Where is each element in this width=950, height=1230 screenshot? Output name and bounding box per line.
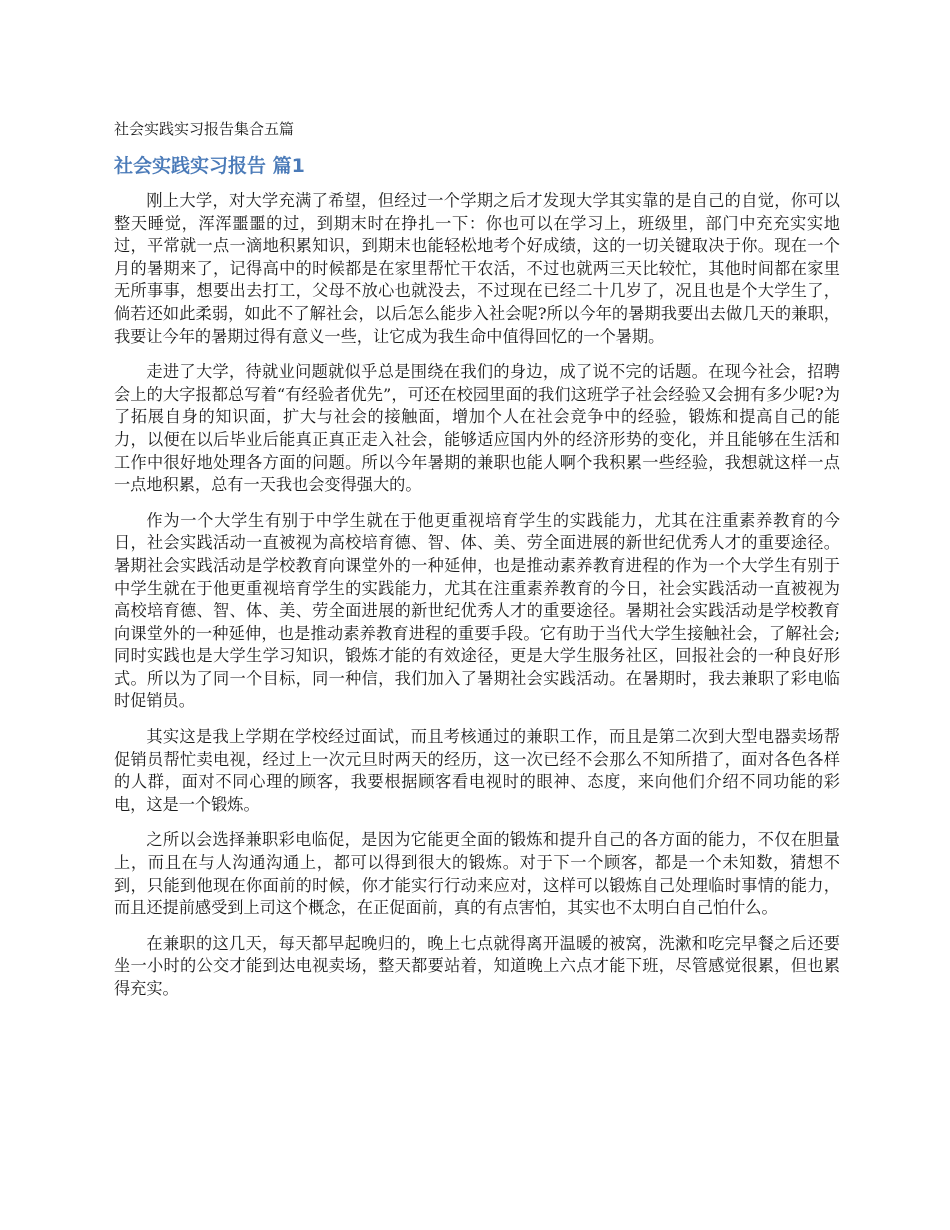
paragraph-3: 作为一个大学生有别于中学生就在于他更重视培育学生的实践能力，尤其在注重素养教育的今日，社会实践活动一直被视为高校培育德、智、体、美、劳全面进展的新世纪优秀人才的重要途径。暑期社会实践活动是学校教育向课堂外的一种延伸，也是推动素养教育进程的作为一个大学生有别于中学生就在于他更重视培育学生的实践能力，尤其在注重素养教育的今日，社会实践活动一直被视为高校培育德、智、体、美、劳全面进展的新世纪优秀人才的重要途径。暑期社会实践活动是学校教育向课堂外的一种延伸，也是推动素养教育进程的重要手段。它有助于当代大学生接触社会，了解社会;同时实践也是大学生学习知识，锻炼才能的有效途径，更是大学生服务社区，回报社会的一种良好形式。所以为了同一个目标，同一种信，我们加入了暑期社会实践活动。在暑期时，我去兼职了彩电临时促销员。 xyxy=(114,510,840,711)
section-heading: 社会实践实习报告 篇1 xyxy=(114,155,305,177)
document-page xyxy=(114,118,840,1014)
document-title: 社会实践实习报告集合五篇 xyxy=(114,120,295,138)
paragraph-6: 在兼职的这几天，每天都早起晚归的，晚上七点就得离开温暖的被窝，洗漱和吃完早餐之后还要坐一小时的公交才能到达电视卖场，整天都要站着，知道晚上六点才能下班，尽管感觉很累，但也累得充实。 xyxy=(114,933,840,998)
paragraph-4: 其实这是我上学期在学校经过面试，而且考核通过的兼职工作，而且是第二次到大型电器卖场帮促销员帮忙卖电视，经过上一次元旦时两天的经历，这一次已经不会那么不知所措了，面对各色各样的人群，面对不同心理的顾客，我要根据顾客看电视时的眼神、态度，来向他们介绍不同功能的彩电，这是一个锻炼。 xyxy=(114,727,840,814)
paragraph-2: 走进了大学，待就业问题就似乎总是围绕在我们的身边，成了说不完的话题。在现今社会，招聘会上的大字报都总写着“有经验者优先”，可还在校园里面的我们这班学子社会经验又会拥有多少呢?为了拓展自身的知识面，扩大与社会的接触面，增加个人在社会竞争中的经验，锻炼和提高自己的能力，以便在以后毕业后能真正真正走入社会，能够适应国内外的经济形势的变化，并且能够在生活和工作中很好地处理各方面的问题。所以今年暑期的兼职也能人啊个我积累一些经验，我想就这样一点一点地积累，总有一天我也会变得强大的。 xyxy=(114,362,840,495)
paragraph-5: 之所以会选择兼职彩电临促，是因为它能更全面的锻炼和提升自己的各方面的能力，不仅在胆量上，而且在与人沟通沟通上，都可以得到很大的锻炼。对于下一个顾客，都是一个未知数，猜想不到，只能到他现在你面前的时候，你才能实行行动来应对，这样可以锻炼自己处理临时事情的能力，而且还提前感受到上司这个概念，在正促面前，真的有点害怕，其实也不太明白自己怕什么。 xyxy=(114,830,840,918)
paragraph-1: 刚上大学，对大学充满了希望，但经过一个学期之后才发现大学其实靠的是自己的自觉，你可以整天睡觉，浑浑噩噩的过，到期末时在挣扎一下：你也可以在学习上，班级里，部门中充充实实地过，平常就一点一滴地积累知识，到期末也能轻松地考个好成绩，这的一切关键取决于你。现在一个月的暑期来了，记得高中的时候都是在家里帮忙干农活，不过也就两三天比较忙，其他时间都在家里无所事事，想要出去打工，父母不放心也就没去，不过现在已经二十几岁了，况且也是个大学生了，倘若还如此柔弱，如此不了解社会，以后怎么能步入社会呢?所以今年的暑期我要出去做几天的兼职，我要让今年的暑期过得有意义一些，让它成为我生命中值得回忆的一个暑期。 xyxy=(114,191,840,346)
